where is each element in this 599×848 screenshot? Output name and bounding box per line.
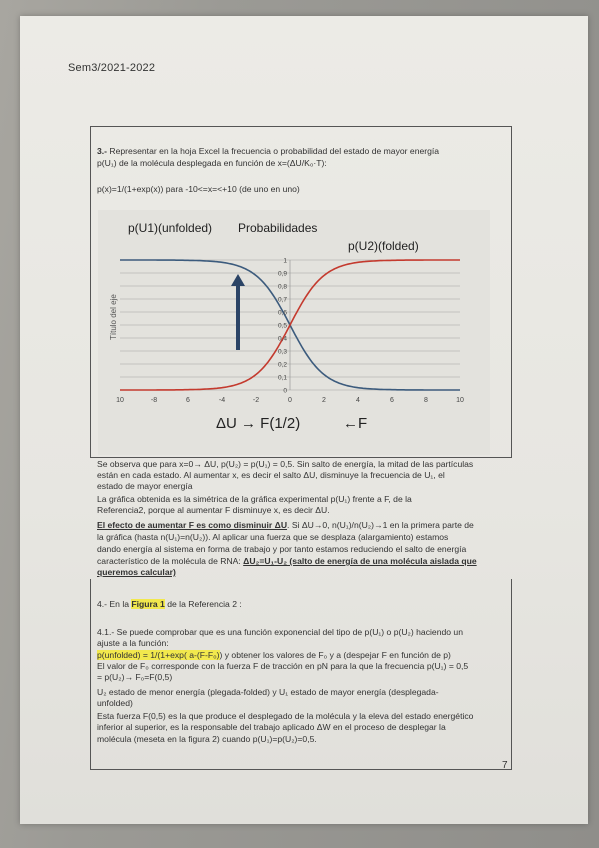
q3-line1: 3.- Representar en la hoja Excel la frecuencia o probabilidad del estado de mayor energía — [97, 146, 440, 156]
legend-unfolded: p(U1)(unfolded) — [128, 221, 213, 235]
obs-line3: estado de mayor energía — [97, 481, 193, 491]
q4-s4: = p(U₂)→ F₀=F(0,5) — [97, 672, 173, 682]
q3-formula: p(x)=1/(1+exp(x)) para -10<=x=<+10 (de uno en uno) — [97, 184, 300, 194]
q4-s9: molécula (meseta en la figura 2) cuando p(U₁)=p(U₂)=0,5. — [97, 734, 317, 744]
x-tick-label: -4 — [218, 397, 226, 404]
annotation-bottom: ΔU → F(1/2) — [216, 415, 301, 432]
page-number: 7 — [502, 760, 508, 771]
x-tick-label: 8 — [424, 397, 428, 404]
q4-heading: 4.- En la Figura 1 de la Referencia 2 : — [97, 599, 242, 609]
x-tick-label: -2 — [252, 397, 260, 404]
q4-formula: p(unfolded) = 1/(1+exp( a-(F-F₀)) y obtener los valores de F₀ y a (despejar F en función de p) — [97, 650, 451, 660]
y-tick-label: 0,7 — [277, 296, 287, 304]
x-tick-label: 2 — [322, 397, 326, 404]
x-tick-label: 6 — [390, 397, 394, 404]
probability-chart — [98, 210, 490, 455]
y-tick-label: 0,9 — [277, 270, 287, 278]
y-tick-label: 0,3 — [277, 348, 287, 356]
effect-line5: queremos calcular) — [97, 567, 176, 577]
y-tick-label: 0,6 — [277, 309, 287, 317]
effect-line2: la gráfica (hasta n(U₁)=n(U₂)). Al aplicar una fuerza que se desplaza (alargamiento) estamos — [97, 532, 449, 542]
y-axis-title: Título del eje — [109, 294, 118, 340]
x-tick-label: 10 — [456, 397, 464, 404]
y-tick-label: 0,2 — [277, 361, 287, 369]
chart-title: Probabilidades — [238, 221, 318, 235]
q4-s7: Esta fuerza F(0,5) es la que produce el desplegado de la molécula y la eleva del estado energético — [97, 711, 474, 721]
effect-line3: dando energía al sistema en forma de trabajo y por tanto estamos reduciendo el salto de energía — [97, 544, 467, 554]
arrow-head — [231, 274, 245, 286]
q4-s1: 4.1.- Se puede comprobar que es una función exponencial del tipo de p(U₁) o p(U₂) haciendo un — [97, 627, 463, 637]
obs-line2: están en cada estado. Al aumentar x, es decir el salto ΔU, disminuye la frecuencia de U₁, el — [97, 470, 445, 480]
page-header: Sem3/2021-2022 — [68, 62, 156, 74]
y-tick-label: 1 — [283, 257, 287, 265]
y-tick-label: 0,8 — [277, 283, 287, 291]
q4-s6: unfolded) — [97, 698, 133, 708]
legend-folded: p(U2)(folded) — [348, 239, 419, 253]
obs-line4: La gráfica obtenida es la simétrica de la gráfica experimental p(U₁) frente a F, de la — [97, 494, 412, 504]
y-tick-label: 0,4 — [277, 335, 287, 343]
x-tick-label: 4 — [356, 397, 360, 404]
q4-s3: El valor de F₀ corresponde con la fuerza F de tracción en pN para la que la frecuencia p(U₁) = 0,5 — [97, 661, 469, 671]
q4-s5: U₂ estado de menor energía (plegada-folded) y U₁ estado de mayor energía (desplegada- — [97, 687, 439, 697]
x-tick-label: 10 — [116, 397, 124, 404]
q3-line2: p(U₁) de la molécula desplegada en función de x=(ΔU/K₀·T): — [97, 158, 327, 168]
effect-line1: El efecto de aumentar F es como disminuir ΔU. Si ΔU→0, n(U₁)/n(U₂)→1 en la primera parte de — [97, 520, 474, 530]
annotation-right: ←F — [343, 415, 368, 432]
x-tick-label: 6 — [186, 397, 190, 404]
obs-line5: Referencia2, porque al aumentar F disminuye x, es decir ΔU. — [97, 505, 330, 515]
chart-svg — [98, 210, 490, 455]
y-tick-label: 0 — [283, 387, 287, 395]
q4-s8: inferior al superior, es la responsable del trabajo aplicado ΔW en el proceso de desplegar la — [97, 722, 446, 732]
y-tick-label: 0,5 — [277, 322, 287, 330]
y-tick-label: 0,1 — [277, 374, 287, 382]
obs-line1: Se observa que para x=0→ ΔU, p(U₂) = p(U₁) = 0,5. Sin salto de energía, la mitad de las partículas — [97, 459, 474, 469]
x-tick-label: -8 — [150, 397, 158, 404]
q4-s2: ajuste a la función: — [97, 638, 169, 648]
x-tick-label: 0 — [288, 397, 292, 404]
effect-line4: característico de la molécula de RNA: ΔU₂=U₁-U₂ (salto de energía de una molécula aislada que — [97, 556, 477, 566]
